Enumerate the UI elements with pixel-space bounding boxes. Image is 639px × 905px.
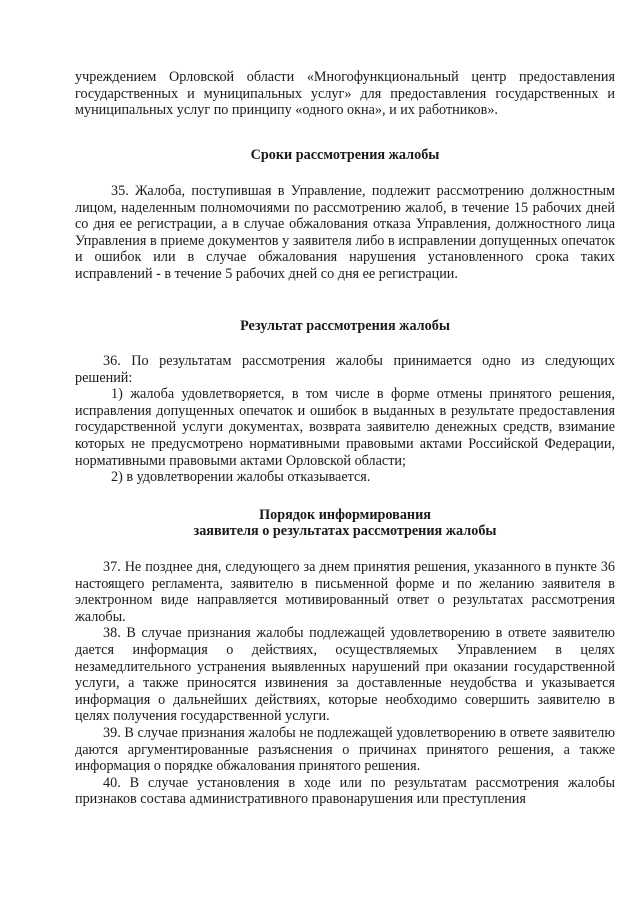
paragraph-36-text: 36. По результатам рассмотрения жалобы принимается одно из следующих решений:	[75, 353, 615, 386]
heading-result: Результат рассмотрения жалобы	[240, 318, 450, 334]
paragraph-35-text: 35. Жалоба, поступившая в Управление, подлежит рассмотрению должностным лицом, наделенным полномочиями по рассмотрению жалоб, в течение 15 рабочих дней со дня ее регистрации, а в случае обжалования отказа Управления, должностного лица Управления в приеме документов у заявителя либо в исправлении допущенных опечаток и ошибок или в случае обжалования нарушения установленного срока таких исправлений - в течение 5 рабочих дней со дня ее регистрации.	[75, 183, 615, 282]
paragraph-36-item-2: 2) в удовлетворении жалобы отказывается.	[111, 469, 371, 486]
intro-paragraph	[75, 69, 615, 119]
paragraph-36	[75, 353, 615, 486]
paragraphs-37-40	[75, 559, 615, 808]
heading-terms: Сроки рассмотрения жалобы	[250, 147, 440, 163]
paragraph-36-item-1: 1) жалоба удовлетворяется, в том числе в форме отмены принятого решения, исправления допущенных опечаток и ошибок в выданных в результате предоставления государственной услуги документах, возврата заявителю денежных средств, взимание которых не предусмотрено нормативными правовыми актами Российской Федерации, нормативными правовыми актами Орловской области;	[75, 386, 615, 469]
intro-text: учреждением Орловской области «Многофункциональный центр предоставления государственных и муниципальных услуг» для предоставления государственных и муниципальных услуг по принципу «одного окна», и их работников».	[75, 69, 615, 119]
heading-inform-line-1: Порядок информирования	[259, 507, 431, 523]
paragraph-38-text: 38. В случае признания жалобы подлежащей удовлетворению в ответе заявителю дается информация о действиях, осуществляемых Управлением в целях незамедлительного устранения выявленных нарушений при оказании государственной услуги, а также приносятся извинения за доставленные неудобства и указывается информация о дальнейших действиях, которые необходимо совершить заявителю в целях получения государственной услуги.	[75, 625, 615, 725]
paragraph-35	[75, 183, 615, 283]
paragraph-40-text: 40. В случае установления в ходе или по результатам рассмотрения жалобы признаков состава административного правонарушения или преступления	[75, 774, 615, 808]
paragraph-37-text: 37. Не позднее дня, следующего за днем принятия решения, указанного в пункте 36 настоящего регламента, заявителю в письменной форме и по желанию заявителя в электронном виде направляется мотивированный ответ о результатах рассмотрения жалобы.	[75, 559, 615, 625]
heading-inform-line-2: заявителя о результатах рассмотрения жалобы	[193, 523, 497, 539]
paragraph-39-text: 39. В случае признания жалобы не подлежащей удовлетворению в ответе заявителю даются аргументированные разъяснения о причинах принятого решения, а также информация о порядке обжалования принятого решения.	[75, 724, 615, 775]
